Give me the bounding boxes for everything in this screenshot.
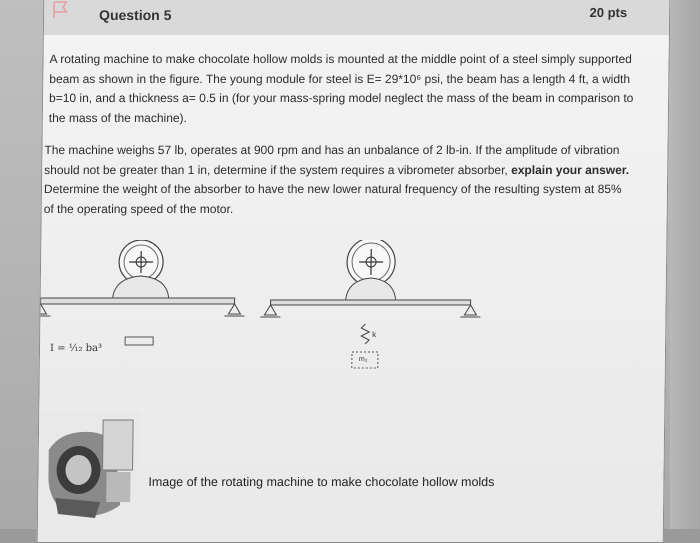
machine-right: [346, 240, 397, 300]
question-points: 20 pts: [589, 5, 627, 20]
beam-left: [40, 298, 245, 316]
machine-left: [113, 240, 170, 298]
question-title: Question 5: [99, 7, 172, 23]
beam-figure: [40, 240, 642, 380]
question-body: [38, 35, 669, 542]
inertia-formula: I = ¹⁄₁₂ ba³: [50, 343, 102, 354]
beam-right: [260, 300, 481, 368]
cross-section: [125, 337, 153, 345]
question-header: [44, 0, 669, 36]
question-card: [37, 0, 671, 543]
task-text-2: Determine the weight of the absorber to have the new lower natural frequency of the resulting system at 85% of the operating speed of the motor.: [44, 182, 622, 216]
task-text-bold: explain your answer.: [511, 163, 629, 177]
photo-caption: Image of the rotating machine to make chocolate hollow molds: [148, 475, 494, 489]
task-text-1: The machine weighs 57 lb, operates at 900 rpm and has an unbalance of 2 lb-in. If the amplitude of vibration should not be greater than 1 in, determine if the system requires a vibrometer absorber,: [44, 143, 619, 177]
flag-icon[interactable]: [50, 0, 90, 29]
spring-label: k: [372, 330, 376, 339]
absorber-mass-label: m₂: [359, 356, 368, 363]
background-edge: [670, 0, 700, 529]
machine-photo: [40, 410, 141, 525]
paragraph-task: [44, 141, 635, 219]
paragraph-description: A rotating machine to make chocolate hollow molds is mounted at the middle point of a steel simply supported beam as shown in the figure. The young module for steel is E= 29*10⁶ psi, the beam has a length 4 ft, a width b=10 in, and a thickness a= 0.5 in (for your mass-spring model neglect the mass of the beam in comparison to the mass of the machine).: [49, 50, 640, 128]
